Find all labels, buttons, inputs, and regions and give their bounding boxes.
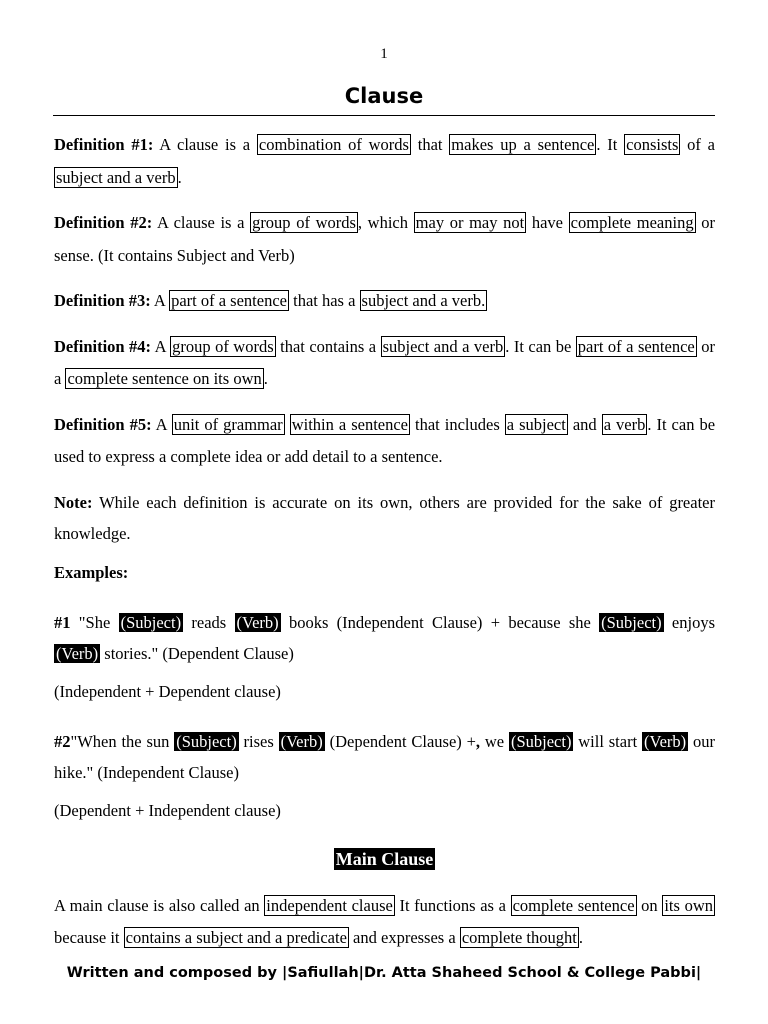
main-clause-paragraph: A main clause is also called an independent clause It functions as a complete sentence on its own because it contains a subject and a predicate and expresses a complete thought . [54, 895, 713, 947]
definition-4: Definition #4: A group of words that contains a subject and a verb . It can be part of a sentence or a complete sentence on its own . [54, 336, 715, 388]
boxed-phrase: complete thought [461, 928, 577, 947]
definition-label: Definition #1: [54, 135, 154, 154]
examples-heading: Examples: [54, 562, 129, 582]
boxed-phrase: contains a subject and a predicate [125, 928, 347, 947]
boxed-phrase: its own [664, 895, 713, 915]
note-paragraph: Note: While each definition is accurate on its own, others are provided for the sake of greater knowledge. [54, 492, 715, 543]
boxed-phrase: unit of grammar [173, 414, 283, 434]
definition-2: Definition #2: A clause is a group of words , which may or may not have complete meaning or sense. (It contains Subject and Verb) [54, 213, 715, 265]
boxed-phrase: makes up a sentence [451, 135, 595, 154]
boxed-phrase: a verb [603, 414, 646, 434]
boxed-phrase: group of words [172, 336, 274, 356]
definition-5: Definition #5: A unit of grammar within a sentence that includes a subject and a verb . It can be used to express a complete idea or add detail to a sentence. [54, 414, 716, 466]
document-body [54, 129, 715, 968]
page-footer: Written and composed by |Safiullah|Dr. Atta Shaheed School & College Pabbi| [66, 965, 702, 981]
definition-1: Definition #1: A clause is a combination of words that makes up a sentence . It consists of a subject and a verb . [54, 135, 715, 187]
boxed-phrase: within a sentence [291, 414, 409, 434]
boxed-phrase: consists [626, 135, 679, 154]
highlight-tag: (Subject) [120, 612, 182, 632]
definition-label: Definition #5: [54, 414, 152, 434]
title-underline [53, 115, 715, 116]
boxed-phrase: subject and a verb [56, 167, 176, 187]
definition-label: Definition #3: [54, 291, 151, 310]
note-label: Note: [54, 492, 93, 512]
example-number: #1 [54, 612, 71, 632]
example-1-type: (Independent + Dependent clause) [54, 681, 281, 701]
highlight-tag: (Subject) [176, 731, 237, 751]
boxed-phrase: a subject [506, 414, 566, 434]
boxed-phrase: complete sentence [512, 895, 635, 915]
boxed-phrase: subject and a verb [382, 336, 504, 356]
example-2: #2"When the sun (Subject) rises (Verb) (Dependent Clause) +, we (Subject) will start (Verb) our hike." (Independent Clause) [54, 731, 715, 782]
definition-label: Definition #2: [54, 213, 153, 232]
example-1: #1 "She (Subject) reads (Verb) books (Independent Clause) + because she (Subject) enjoys (Verb) stories." (Dependent Clause) [54, 612, 715, 663]
highlight-tag: (Subject) [510, 731, 572, 751]
highlight-tag: (Verb) [280, 731, 323, 751]
highlight-tag: (Verb) [644, 731, 687, 751]
page-title: Clause [344, 84, 424, 108]
example-2-type: (Dependent + Independent clause) [54, 800, 281, 820]
definition-label: Definition #4: [54, 336, 152, 356]
boxed-phrase: subject and a verb. [361, 291, 486, 310]
boxed-phrase: combination of words [258, 135, 409, 154]
boxed-phrase: part of a sentence [577, 336, 695, 356]
page-number: 1 [380, 46, 388, 62]
main-clause-heading: Main Clause [335, 848, 434, 869]
example-number: #2 [54, 731, 71, 751]
boxed-phrase: may or may not [415, 213, 525, 232]
boxed-phrase: group of words [252, 213, 356, 232]
boxed-phrase: part of a sentence [171, 291, 287, 310]
boxed-phrase: independent clause [266, 895, 393, 915]
boxed-phrase: complete meaning [570, 213, 694, 232]
highlight-tag: (Verb) [56, 643, 99, 663]
boxed-phrase: complete sentence on its own [67, 369, 262, 388]
highlight-tag: (Verb) [236, 612, 279, 632]
definition-3: Definition #3: A part of a sentence that has a subject and a verb. [54, 291, 486, 310]
highlight-tag: (Subject) [601, 612, 662, 632]
